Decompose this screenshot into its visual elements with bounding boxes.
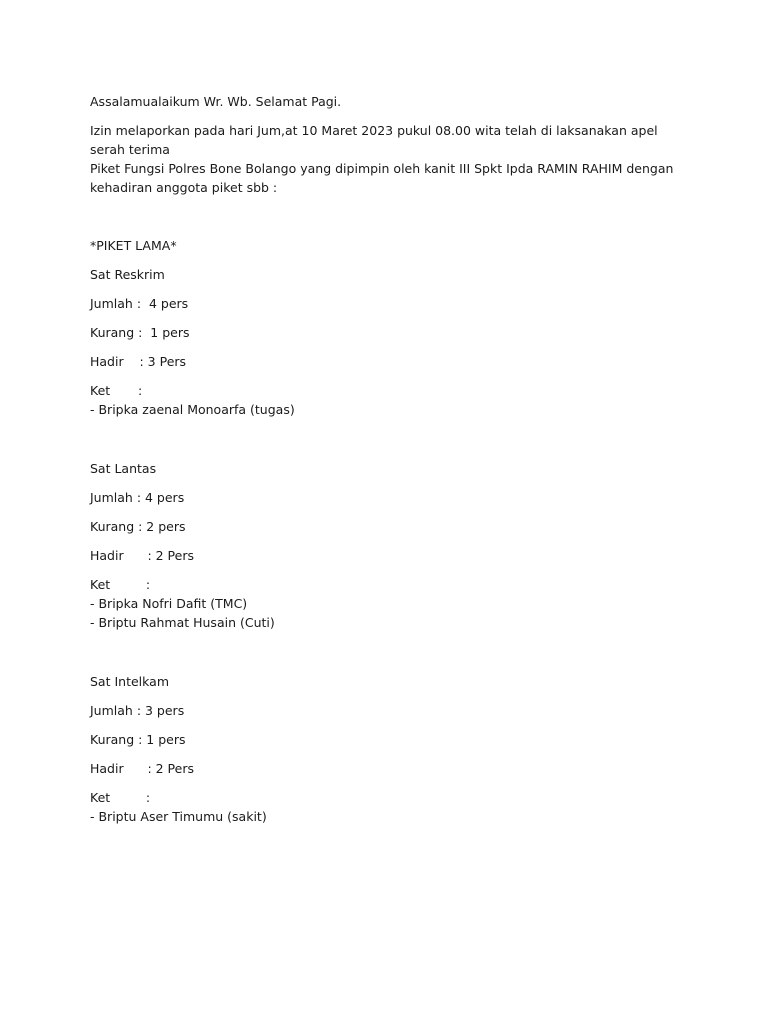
intro-paragraph [90, 121, 690, 197]
unit-note: - Briptu Rahmat Husain (Cuti) [90, 615, 275, 630]
unit-ket: Ket : [90, 790, 151, 805]
unit-kurang: Kurang : 1 pers [90, 325, 190, 340]
intro-line: Izin melaporkan pada hari Jum,at 10 Maret 2023 pukul 08.00 wita telah di laksanakan apel serah terima [90, 123, 658, 157]
unit-hadir: Hadir : 3 Pers [90, 354, 187, 369]
unit-note: - Briptu Aser Timumu (sakit) [90, 809, 267, 824]
unit-kurang: Kurang : 1 pers [90, 732, 186, 747]
unit-name: Sat Lantas [90, 461, 157, 476]
unit-hadir: Hadir : 2 Pers [90, 761, 194, 776]
unit-jumlah: Jumlah : 4 pers [90, 490, 185, 505]
unit-ket: Ket : [90, 383, 143, 398]
unit-jumlah: Jumlah : 3 pers [90, 703, 185, 718]
unit-sat-intelkam [90, 672, 690, 826]
document-page [90, 92, 690, 826]
unit-name: Sat Reskrim [90, 267, 165, 282]
unit-kurang: Kurang : 2 pers [90, 519, 186, 534]
unit-name: Sat Intelkam [90, 674, 169, 689]
unit-jumlah: Jumlah : 4 pers [90, 296, 189, 311]
section-title: *PIKET LAMA* [90, 238, 177, 253]
unit-note: - Bripka Nofri Dafit (TMC) [90, 596, 248, 611]
unit-ket: Ket : [90, 577, 151, 592]
intro-line: Piket Fungsi Polres Bone Bolango yang dipimpin oleh kanit III Spkt Ipda RAMIN RAHIM dengan [90, 161, 674, 176]
unit-note: - Bripka zaenal Monoarfa (tugas) [90, 402, 295, 417]
intro-line: kehadiran anggota piket sbb : [90, 180, 278, 195]
greeting-text: Assalamualaikum Wr. Wb. Selamat Pagi. [90, 94, 342, 109]
unit-sat-lantas [90, 459, 690, 632]
unit-sat-reskrim [90, 265, 690, 419]
unit-hadir: Hadir : 2 Pers [90, 548, 194, 563]
